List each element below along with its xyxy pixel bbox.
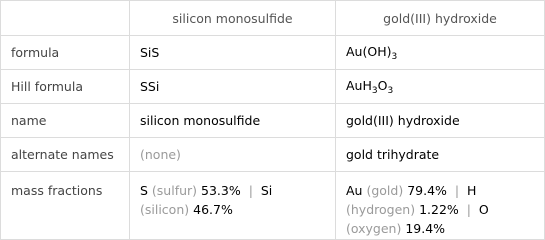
mass-symbol: Au bbox=[346, 183, 363, 198]
name-silicon-monosulfide: silicon monosulfide bbox=[130, 104, 336, 138]
mass-value: 79.4% bbox=[407, 183, 447, 198]
mass-separator: | bbox=[466, 202, 471, 217]
mass-value: 1.22% bbox=[419, 202, 459, 217]
name-gold-iii-hydroxide: gold(III) hydroxide bbox=[336, 104, 545, 138]
table-row-alternate-names bbox=[1, 138, 545, 172]
mass-fractions-silicon-monosulfide bbox=[130, 172, 336, 240]
mass-separator: | bbox=[454, 183, 460, 198]
mass-value: 46.7% bbox=[193, 202, 233, 217]
alternate-names-gold-iii-hydroxide: gold trihydrate bbox=[336, 138, 545, 172]
mass-symbol: H bbox=[467, 183, 477, 198]
table-row-mass-fractions bbox=[1, 172, 545, 240]
formula-gold-iii-hydroxide bbox=[336, 36, 545, 70]
mass-element-name: (oxygen) bbox=[346, 221, 402, 236]
mass-symbol: Si bbox=[260, 183, 273, 198]
mass-element-name: (sulfur) bbox=[151, 183, 198, 198]
row-label-hill-formula: Hill formula bbox=[1, 70, 130, 104]
mass-fractions-gold-iii-hydroxide bbox=[336, 172, 545, 240]
table-row-name bbox=[1, 104, 545, 138]
hill-subscript-2: 3 bbox=[387, 85, 394, 96]
hill-part-2: O bbox=[377, 77, 388, 93]
mass-element-name: (gold) bbox=[366, 183, 404, 198]
corner-cell bbox=[1, 1, 130, 36]
row-label-alternate-names: alternate names bbox=[1, 138, 130, 172]
mass-symbol: S bbox=[140, 183, 148, 198]
hill-formula-gold-iii-hydroxide bbox=[336, 70, 545, 104]
row-label-name: name bbox=[1, 104, 130, 138]
formula-base: Au(OH) bbox=[346, 43, 392, 59]
mass-separator: | bbox=[248, 183, 253, 198]
alternate-names-silicon-monosulfide: (none) bbox=[130, 138, 336, 172]
column-header-gold-iii-hydroxide: gold(III) hydroxide bbox=[336, 1, 545, 36]
hill-part-1: AuH bbox=[346, 77, 372, 93]
formula-silicon-monosulfide: SiS bbox=[130, 36, 336, 70]
table-row-hill-formula bbox=[1, 70, 545, 104]
mass-element-name: (hydrogen) bbox=[346, 202, 416, 217]
mass-symbol: O bbox=[478, 202, 489, 217]
column-header-silicon-monosulfide: silicon monosulfide bbox=[130, 1, 336, 36]
formula-subscript: 3 bbox=[391, 51, 398, 62]
mass-element-name: (silicon) bbox=[140, 202, 190, 217]
table-row-formula bbox=[1, 36, 545, 70]
header-row bbox=[1, 1, 545, 36]
row-label-mass-fractions: mass fractions bbox=[1, 172, 130, 240]
mass-value: 19.4% bbox=[405, 221, 446, 236]
mass-value: 53.3% bbox=[201, 183, 241, 198]
hill-subscript-1: 3 bbox=[371, 85, 378, 96]
row-label-formula: formula bbox=[1, 36, 130, 70]
hill-formula-silicon-monosulfide: SSi bbox=[130, 70, 336, 104]
